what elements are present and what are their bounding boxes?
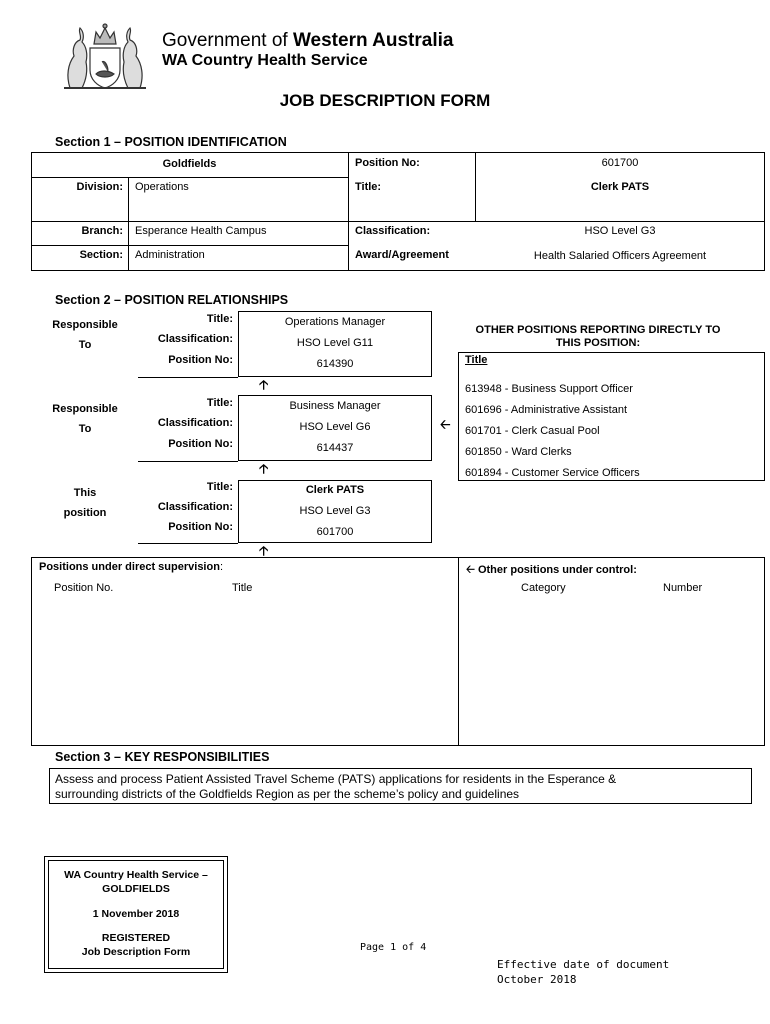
award-label: Award/Agreement	[355, 249, 449, 261]
position-no-value: 601700	[601, 157, 639, 169]
division-value: Operations	[135, 181, 189, 193]
block3-classification-label: Classification:	[157, 501, 233, 513]
block3-side-label: This position	[63, 487, 107, 519]
classification-label: Classification:	[355, 225, 431, 237]
block3-position-no: 601700	[316, 526, 354, 538]
block1-classification-label: Classification:	[157, 333, 233, 345]
branch-label: Branch:	[81, 225, 123, 237]
arrow-up-icon: 🡡	[259, 377, 269, 392]
block2-classification-label: Classification:	[157, 417, 233, 429]
form-title: JOB DESCRIPTION FORM	[279, 91, 491, 110]
classification-value: HSO Level G3	[584, 225, 656, 237]
control-col-category: Category	[521, 582, 566, 594]
list-item: 601894 - Customer Service Officers	[465, 467, 640, 479]
block1-side-label: Responsible To	[52, 319, 118, 351]
block3-position-no-label: Position No:	[168, 521, 233, 533]
arrow-up-icon: 🡡	[259, 461, 269, 476]
list-item: 601696 - Administrative Assistant	[465, 404, 628, 416]
block2-title-label: Title:	[206, 397, 233, 409]
section-label: Section:	[79, 249, 123, 261]
block1-position-no-label: Position No:	[168, 354, 233, 366]
service-title: WA Country Health Service	[162, 52, 368, 69]
block2-position-no-label: Position No:	[168, 438, 233, 450]
block1-classification: HSO Level G11	[296, 337, 374, 349]
list-item: 601701 - Clerk Casual Pool	[465, 425, 600, 437]
block2-title: Business Manager	[289, 400, 381, 412]
control-label: 🡠 Other positions under control:	[466, 564, 637, 576]
list-item: 613948 - Business Support Officer	[465, 383, 633, 395]
title-value: Clerk PATS	[590, 181, 650, 193]
key-responsibilities-text: Assess and process Patient Assisted Travel Scheme (PATS) applications for residents in the Esperance & surrounding districts of the Goldfields Region as per the scheme’s policy and guidelines	[55, 772, 617, 801]
block1-position-no: 614390	[316, 358, 354, 370]
control-col-number: Number	[663, 582, 703, 594]
block2-side-label: Responsible To	[52, 403, 118, 435]
arrow-up-icon: 🡡	[259, 543, 269, 558]
arrow-left-icon: 🡠	[440, 417, 451, 432]
stamp-text: WA Country Health Service – GOLDFIELDS 1 November 2018 REGISTERED Job Description Form	[64, 869, 208, 958]
title-label: Title:	[355, 181, 382, 193]
block1-title: Operations Manager	[284, 316, 386, 328]
block2-position-no: 614437	[316, 442, 354, 454]
supervision-table	[31, 557, 765, 746]
supervision-col-position: Position No.	[54, 582, 114, 594]
block3-title-label: Title:	[206, 481, 233, 493]
block2-classification: HSO Level G6	[299, 421, 371, 433]
other-positions-heading: OTHER POSITIONS REPORTING DIRECTLY TO THIS POSITION:	[475, 324, 721, 349]
block1-title-label: Title:	[206, 313, 233, 325]
block3-title: Clerk PATS	[305, 484, 365, 496]
section-value: Administration	[135, 249, 205, 261]
award-value: Health Salaried Officers Agreement	[533, 250, 707, 262]
other-positions-list	[465, 379, 640, 484]
section3-heading: Section 3 – KEY RESPONSIBILITIES	[55, 750, 270, 764]
effective-date: Effective date of document October 2018	[497, 958, 670, 986]
section1-heading: Section 1 – POSITION IDENTIFICATION	[55, 135, 287, 149]
block3-classification: HSO Level G3	[299, 505, 371, 517]
other-positions-title-header: Title	[465, 354, 488, 366]
region-cell: Goldfields	[162, 158, 217, 170]
position-no-label: Position No:	[355, 157, 420, 169]
section2-heading: Section 2 – POSITION RELATIONSHIPS	[55, 293, 289, 307]
list-item: 601850 - Ward Clerks	[465, 446, 572, 458]
supervision-col-title: Title	[232, 582, 253, 594]
crest-logo	[56, 20, 154, 92]
page-number: Page 1 of 4	[360, 942, 427, 953]
division-label: Division:	[76, 181, 123, 193]
supervision-label: Positions under direct supervision:	[39, 561, 223, 573]
branch-value: Esperance Health Campus	[135, 225, 267, 237]
government-title: Government of Western Australia	[162, 30, 454, 51]
